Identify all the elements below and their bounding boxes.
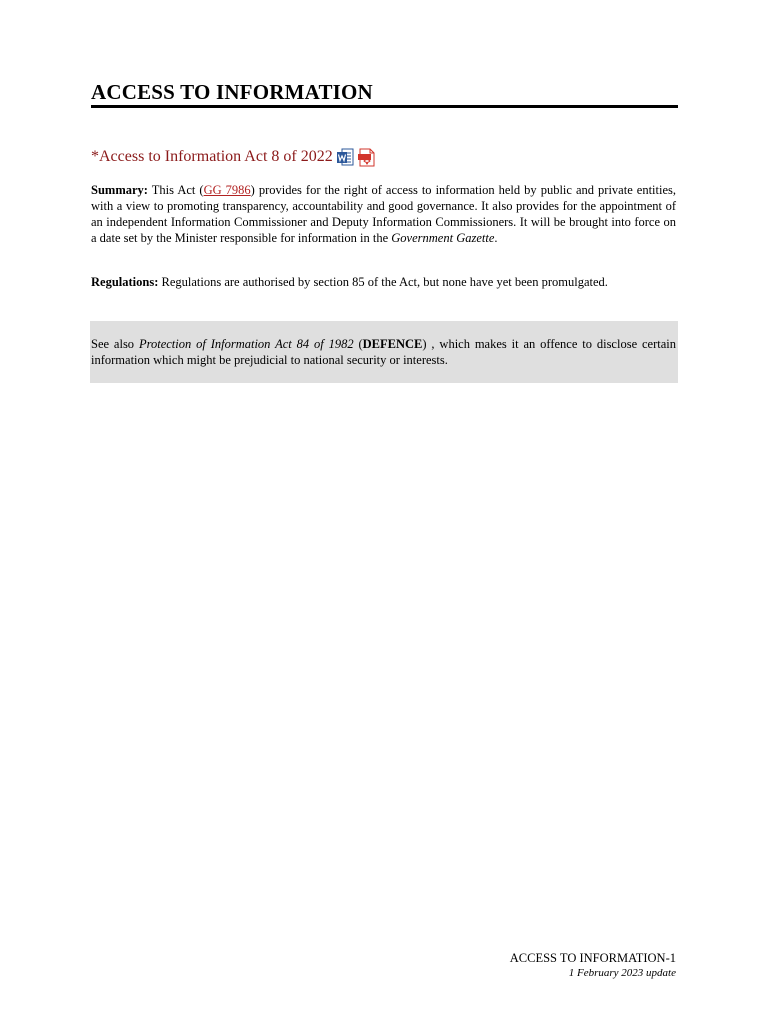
see-also-rest: ) , which makes it an offence to disclose certain information which might be prejudicial to national security or interests.	[91, 337, 676, 367]
related-act-title: Protection of Information Act 84 of 1982	[138, 337, 354, 351]
summary-paragraph	[91, 182, 676, 246]
pdf-document-icon[interactable]	[358, 148, 375, 167]
title-rule	[91, 105, 678, 108]
see-also-open-paren: (	[353, 337, 363, 351]
see-also-text	[91, 336, 676, 368]
footer-update-date: 1 February 2023 update	[568, 967, 676, 979]
regulations-text: Regulations are authorised by section 85 of the Act, but none have yet been promulgated.	[158, 275, 608, 289]
summary-text-end: .	[494, 231, 498, 245]
defence-reference: DEFENCE	[362, 337, 423, 351]
word-document-icon[interactable]	[337, 148, 354, 167]
regulations-paragraph	[91, 274, 676, 290]
page-footer	[510, 951, 676, 980]
act-title[interactable]: *Access to Information Act 8 of 2022	[91, 148, 333, 165]
act-heading	[91, 146, 678, 168]
regulations-label: Regulations:	[91, 275, 159, 289]
government-gazette-text: Government Gazette	[391, 231, 495, 245]
summary-label: Summary:	[91, 183, 148, 197]
see-also-prefix: See also	[91, 337, 139, 351]
summary-text-body: ) provides for the right of access to information held by public and private entities, with a view to promoting transparency, accountability and good governance. It also provides for the appointment of an independent Information Commissioner and Deputy Information Commissioners. It will be brought into force on a date set by the Minister responsible for information in the	[91, 183, 677, 245]
page-title: ACCESS TO INFORMATION	[91, 80, 373, 104]
gazette-link[interactable]: GG 7986	[203, 183, 251, 197]
summary-text-start: This Act (	[147, 183, 204, 197]
footer-page-label: ACCESS TO INFORMATION-1	[509, 951, 676, 965]
